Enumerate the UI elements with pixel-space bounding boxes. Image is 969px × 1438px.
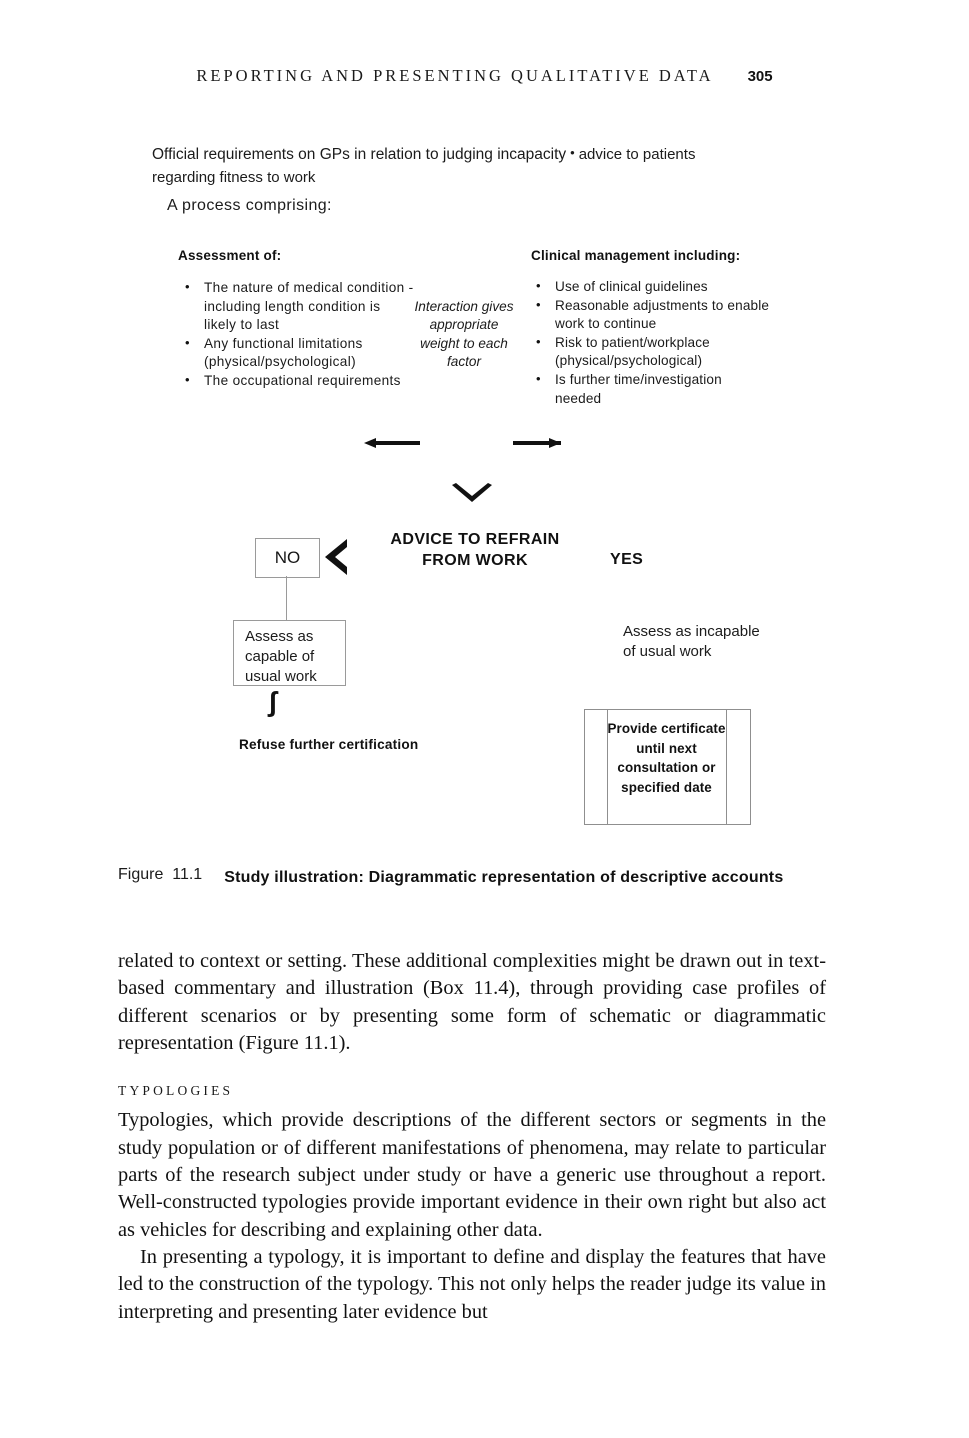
paragraph: related to context or setting. These additional complexities might be drawn out in text-based commentary and illustration (Box 11.4), through providing case profiles of different scenarios or by presenting some form of schematic or diagrammatic representation (Figure 11.1). xyxy=(118,950,826,1054)
figure-caption-label: Figure 11.1 xyxy=(118,866,203,883)
cert-box-divider-right xyxy=(726,710,727,824)
chevron-left-icon xyxy=(322,537,349,582)
refuse-certification-label: Refuse further certification xyxy=(239,737,419,752)
chevron-down-icon xyxy=(450,481,494,512)
assessment-heading: Assessment of: xyxy=(178,248,282,263)
page-number: 305 xyxy=(747,68,773,85)
figure-caption-text: Study illustration: Diagrammatic representation of descriptive accounts xyxy=(224,869,784,886)
section-heading-typologies: TYPOLOGIES xyxy=(118,1083,234,1099)
running-head-title: REPORTING AND PRESENTING QUALITATIVE DATA xyxy=(196,66,714,85)
figure-lead-text xyxy=(152,141,832,189)
list-item: • Is further time/investigation needed xyxy=(531,371,771,408)
decision-yes-label: YES xyxy=(610,551,644,568)
decision-no-box: NO xyxy=(255,538,320,578)
paragraph: Typologies, which provide descriptions of the different sectors or segments in the study population or of different manifestations of phenomena, may relate to particular parts of the research subject under study or have a generic use throughout a report. Well-constructed typologies provide important evidence in their own right but also act as vehicles for describing and explaining other data. xyxy=(118,1109,826,1241)
clinical-management-heading: Clinical management including: xyxy=(531,248,741,263)
assess-incapable-text: Assess as incapable of usual work xyxy=(623,623,760,660)
list-item: • The nature of medical condition - including length condition is likely to last xyxy=(180,279,415,335)
list-item: • Risk to patient/workplace (physical/psychological) xyxy=(531,334,771,371)
assess-capable-box: Assess as capable of usual work xyxy=(233,620,346,686)
provide-certificate-box xyxy=(584,709,751,825)
assessment-list xyxy=(180,279,415,391)
body-text xyxy=(118,948,826,1326)
clinical-management-list xyxy=(531,278,771,408)
arrow-left-shaft-icon xyxy=(372,441,420,445)
figure-lead-bullet-icon: • xyxy=(570,145,575,160)
advice-to-refrain-label: ADVICE TO REFRAIN FROM WORK xyxy=(390,531,560,569)
list-item: • The occupational requirements xyxy=(180,372,415,391)
figure-caption xyxy=(118,866,858,889)
paragraph: In presenting a typology, it is important to define and display the features that have led to the construction of the typology. This not only helps the reader judge its value in interpreting and presenting later evidence but xyxy=(118,1245,826,1323)
list-item: • Reasonable adjustments to enable work to continue xyxy=(531,297,771,334)
provide-certificate-label: Provide certificate until next consultation or specified date xyxy=(607,721,726,795)
interaction-note: Interaction gives appropriate weight to each factor xyxy=(414,299,514,370)
list-item: • Use of clinical guidelines xyxy=(531,278,771,297)
arrow-right-head-icon xyxy=(549,438,561,448)
figure-lead-part1: Official requirements on GPs in relation to judging incapacity xyxy=(152,146,567,163)
figure-lead-part2: advice to patients xyxy=(578,146,696,163)
connector-line xyxy=(286,576,287,620)
figure-lead-line2: regarding fitness to work xyxy=(152,169,316,186)
process-label: A process comprising: xyxy=(167,197,332,214)
list-item: • Any functional limitations (physical/psychological) xyxy=(180,335,415,372)
hook-arrow-icon: ʃ xyxy=(268,686,278,717)
